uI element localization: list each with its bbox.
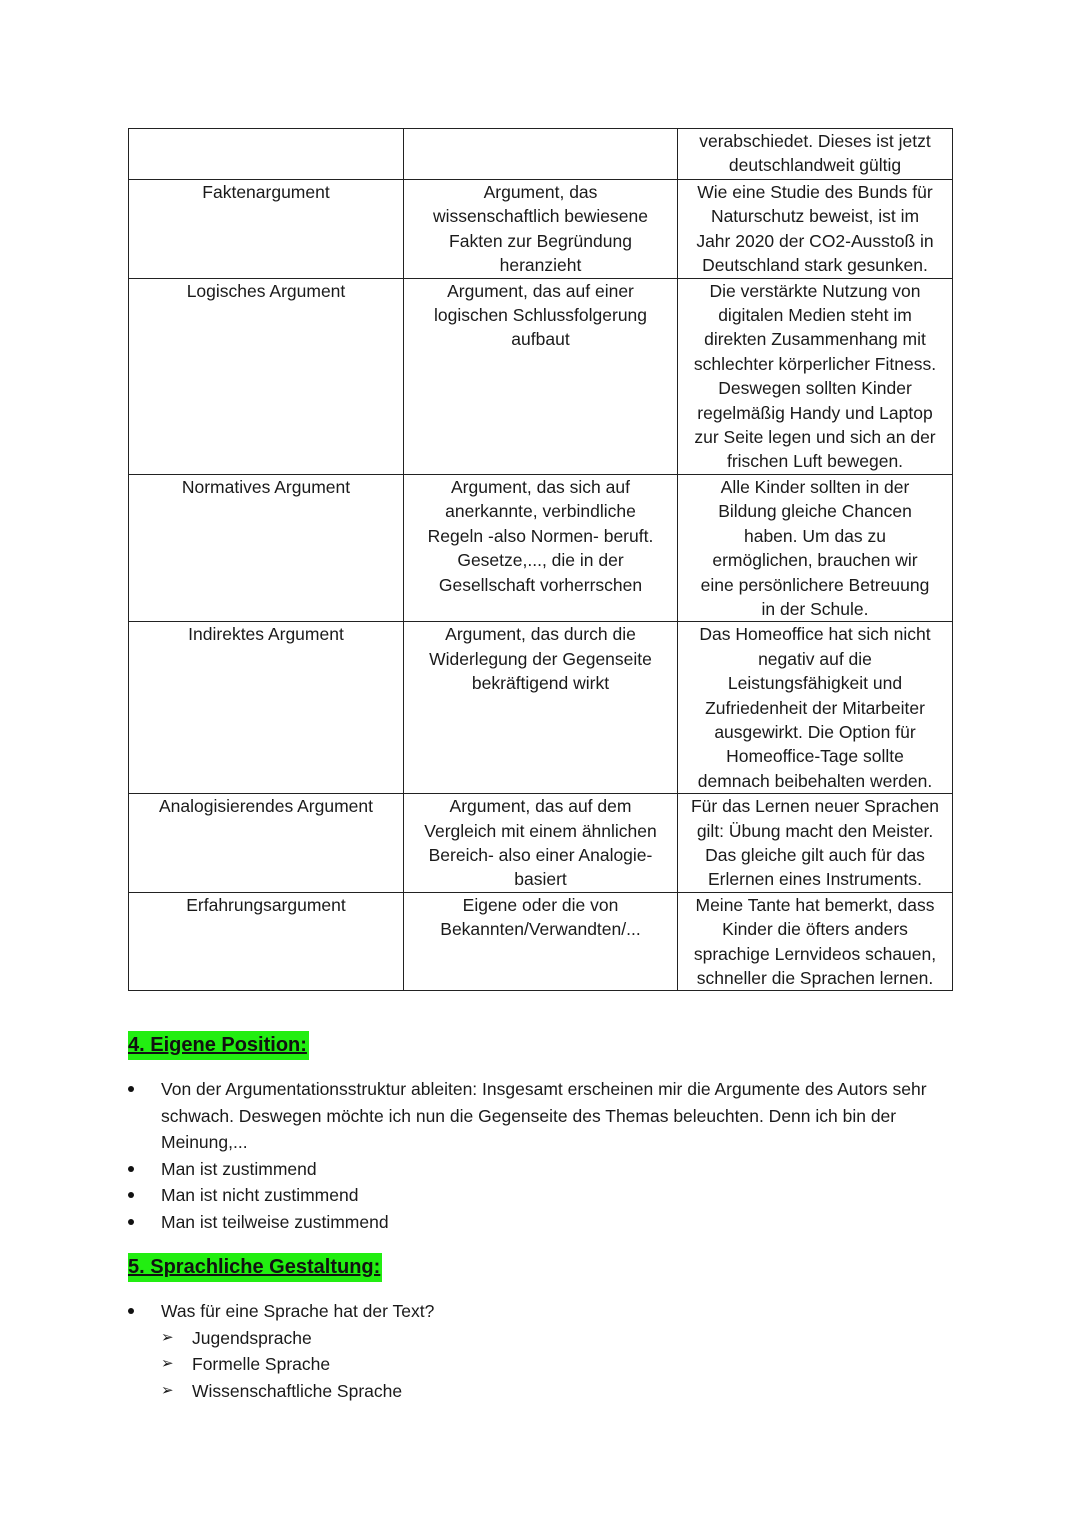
argument-example-cell [678, 474, 953, 621]
table-row [129, 129, 953, 180]
argument-name-cell [129, 794, 404, 893]
sublist-item [161, 1351, 958, 1378]
argument-name: Faktenargument [202, 182, 330, 202]
bullet-icon [128, 1166, 134, 1172]
argument-definition-cell [404, 794, 678, 893]
list-item [128, 1156, 958, 1183]
list-item-text: Man ist zustimmend [161, 1158, 317, 1179]
argument-example: Meine Tante hat bemerkt, dass Kinder die öfters anders sprachige Lernvideos schauen, schneller die Sprachen lernen. [693, 894, 937, 988]
argument-example-cell [678, 278, 953, 474]
argument-definition: Argument, das sich auf anerkannte, verbindliche Regeln -also Normen- beruft. Gesetze,..., die in der Gesellschaft vorherrschen [427, 476, 654, 595]
argument-example-cell [678, 794, 953, 893]
argument-example: Für das Lernen neuer Sprachen gilt: Übung macht den Meister. Das gleiche gilt auch für das Erlernen eines Instruments. [690, 796, 940, 890]
argument-name: Indirektes Argument [188, 624, 344, 645]
argument-definition: Argument, das wissenschaftlich bewiesene Fakten zur Begründung heranzieht [433, 182, 648, 276]
argument-definition: Argument, das durch die Widerlegung der Gegenseite bekräftigend wirkt [429, 624, 652, 694]
list-item [128, 1076, 958, 1156]
argument-name: Logisches Argument [186, 280, 346, 301]
argument-name-cell [129, 180, 404, 279]
list-item [128, 1182, 958, 1209]
argument-definition-cell [404, 278, 678, 474]
argument-definition: Argument, das auf einer logischen Schlussfolgerung aufbaut [433, 280, 648, 350]
argument-example-cell [678, 622, 953, 794]
argument-example-cell [678, 180, 953, 279]
argument-name: Normatives Argument [181, 476, 351, 497]
bullet-icon [128, 1086, 134, 1092]
list-item-text: Von der Argumentationsstruktur ableiten: Insgesamt erscheinen mir die Argumente des Autors sehr schwach. Deswegen möchte ich nun die Gegenseite des Themas beleuchten. Denn ich bin der Meinung,... [161, 1079, 927, 1152]
argument-types-table [128, 128, 953, 991]
argument-definition-cell [404, 180, 678, 279]
argument-name-cell [129, 474, 404, 621]
table-row [129, 180, 953, 279]
language-list [128, 1298, 958, 1404]
sublist-item-text: Wissenschaftliche Sprache [192, 1380, 403, 1401]
argument-name-cell [129, 892, 404, 991]
argument-example-cell [678, 129, 953, 180]
list-item [128, 1298, 958, 1404]
section-4-heading: 4. Eigene Position: [128, 1031, 309, 1060]
table-row [129, 278, 953, 474]
bullet-icon [128, 1308, 134, 1314]
argument-example: Das Homeoffice hat sich nicht negativ auf die Leistungsfähigkeit und Zufriedenheit der Mitarbeiter ausgewirkt. Die Option für Homeoffice-Tage sollte demnach beibehalten werden. [697, 624, 933, 791]
arrow-bullet-icon: ➢ [161, 1328, 174, 1346]
argument-example: Alle Kinder sollten in der Bildung gleiche Chancen haben. Um das zu ermöglichen, brauchen wir eine persönlichere Betreuung in der Schule. [700, 476, 930, 619]
argument-definition-cell [404, 892, 678, 991]
argument-name-cell [129, 622, 404, 794]
bullet-icon [128, 1192, 134, 1198]
table-row [129, 892, 953, 991]
table-row [129, 474, 953, 621]
argument-name: Analogisierendes Argument [158, 796, 374, 817]
list-item-text: Was für eine Sprache hat der Text? [161, 1301, 435, 1321]
sublist-item [161, 1325, 958, 1352]
list-item [128, 1209, 958, 1236]
sublist-item [161, 1378, 958, 1405]
bullet-icon [128, 1219, 134, 1225]
language-sublist [161, 1325, 958, 1405]
arrow-bullet-icon: ➢ [161, 1355, 174, 1372]
argument-name-cell [129, 129, 404, 180]
argument-definition: Argument, das auf dem Vergleich mit einem ähnlichen Bereich- also einer Analogie- basiert [424, 796, 657, 890]
table-row [129, 622, 953, 794]
argument-example: Wie eine Studie des Bunds für Naturschutz beweist, ist im Jahr 2020 der CO2-Ausstoß in Deutschland stark gesunken. [696, 182, 934, 276]
table-row [129, 794, 953, 893]
argument-name-cell [129, 278, 404, 474]
list-item-text: Man ist nicht zustimmend [161, 1185, 359, 1205]
sublist-item-text: Formelle Sprache [192, 1354, 331, 1374]
sublist-item-text: Jugendsprache [192, 1327, 312, 1348]
table-body [129, 129, 953, 991]
list-item-text: Man ist teilweise zustimmend [161, 1211, 389, 1232]
argument-example: verabschiedet. Dieses ist jetzt deutschlandweit gültig [699, 131, 931, 176]
argument-definition-cell [404, 622, 678, 794]
arrow-bullet-icon: ➢ [161, 1381, 174, 1399]
argument-name: Erfahrungsargument [186, 894, 346, 915]
position-list [128, 1076, 958, 1235]
section-5-heading: 5. Sprachliche Gestaltung: [128, 1253, 382, 1282]
argument-definition: Eigene oder die von Bekannten/Verwandten/... [440, 894, 641, 940]
argument-definition-cell [404, 129, 678, 180]
argument-definition-cell [404, 474, 678, 621]
argument-example: Die verstärkte Nutzung von digitalen Medien steht im direkten Zusammenhang mit schlechter körperlicher Fitness. Deswegen sollten Kinder regelmäßig Handy und Laptop zur Seite legen und sich an der frischen Luft bewegen. [693, 280, 937, 472]
argument-example-cell [678, 892, 953, 991]
